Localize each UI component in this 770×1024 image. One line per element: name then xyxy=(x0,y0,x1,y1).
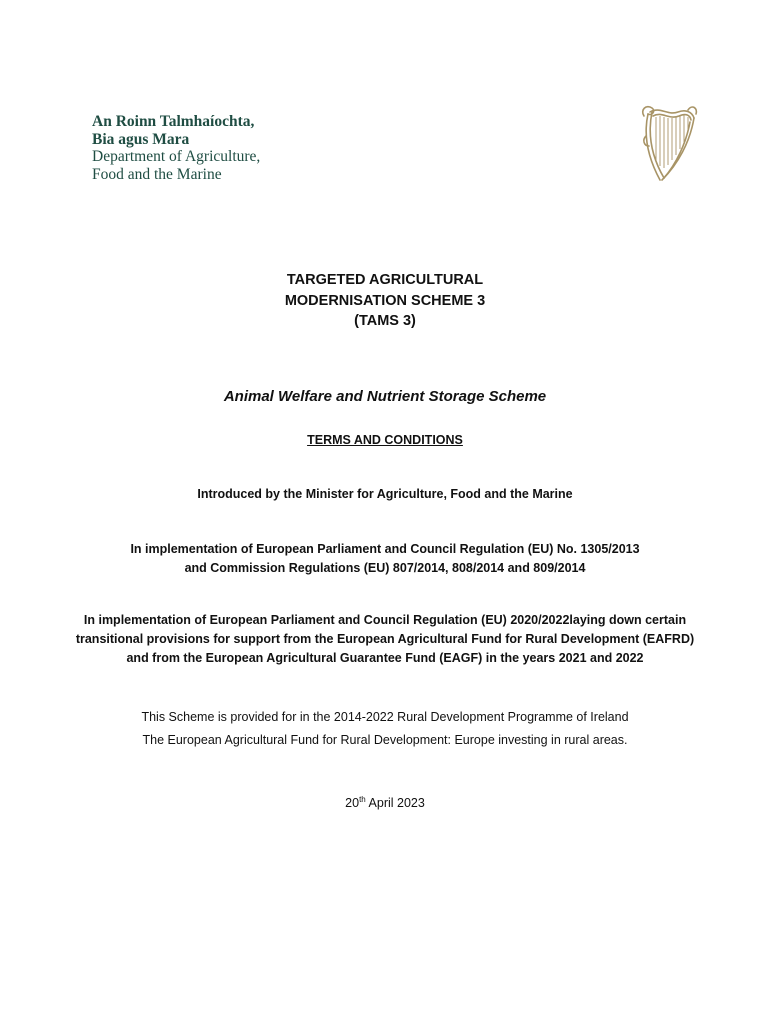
regulation-1-line-2: and Commission Regulations (EU) 807/2014, 808/2014 and 809/2014 xyxy=(184,561,586,575)
title-line-1: TARGETED AGRICULTURAL xyxy=(286,272,484,288)
department-name-irish-line1: An Roinn Talmhaíochta, xyxy=(92,113,255,130)
introduced-by: Introduced by the Minister for Agriculture, Food and the Marine xyxy=(197,487,573,501)
department-name-english-line2: Food and the Marine xyxy=(92,165,222,183)
document-date xyxy=(0,795,770,810)
date-day: 20 xyxy=(345,796,360,811)
date-month-year: April 2023 xyxy=(365,796,425,811)
regulation-2-line-2: transitional provisions for support from the European Agricultural Fund for Rural Development (EAFRD) xyxy=(75,632,695,646)
terms-heading: TERMS AND CONDITIONS xyxy=(307,433,463,447)
regulation-paragraph-2 xyxy=(20,611,750,668)
regulation-paragraph-1 xyxy=(0,540,770,578)
document-title xyxy=(0,270,770,332)
harp-emblem-icon xyxy=(638,102,700,184)
title-line-3: (TAMS 3) xyxy=(354,313,416,329)
rdp-statement xyxy=(0,706,770,752)
scheme-subtitle: Animal Welfare and Nutrient Storage Scheme xyxy=(223,388,547,405)
department-name-english-line1: Department of Agriculture, xyxy=(92,148,261,165)
regulation-1-line-1: In implementation of European Parliament and Council Regulation (EU) No. 1305/2013 xyxy=(130,542,640,556)
rdp-line-1: This Scheme is provided for in the 2014-2022 Rural Development Programme of Ireland xyxy=(141,710,629,724)
department-name-irish-line2: Bia agus Mara xyxy=(92,130,190,148)
date-suffix: th xyxy=(359,795,366,804)
rdp-line-2: The European Agricultural Fund for Rural Development: Europe investing in rural areas. xyxy=(142,733,628,747)
title-line-2: MODERNISATION SCHEME 3 xyxy=(284,292,486,309)
department-logo xyxy=(92,113,260,183)
regulation-2-line-1: In implementation of European Parliament and Council Regulation (EU) 2020/2022laying down certain xyxy=(83,613,687,627)
regulation-2-line-3: and from the European Agricultural Guarantee Fund (EAGF) in the years 2021 and 2022 xyxy=(126,651,644,665)
